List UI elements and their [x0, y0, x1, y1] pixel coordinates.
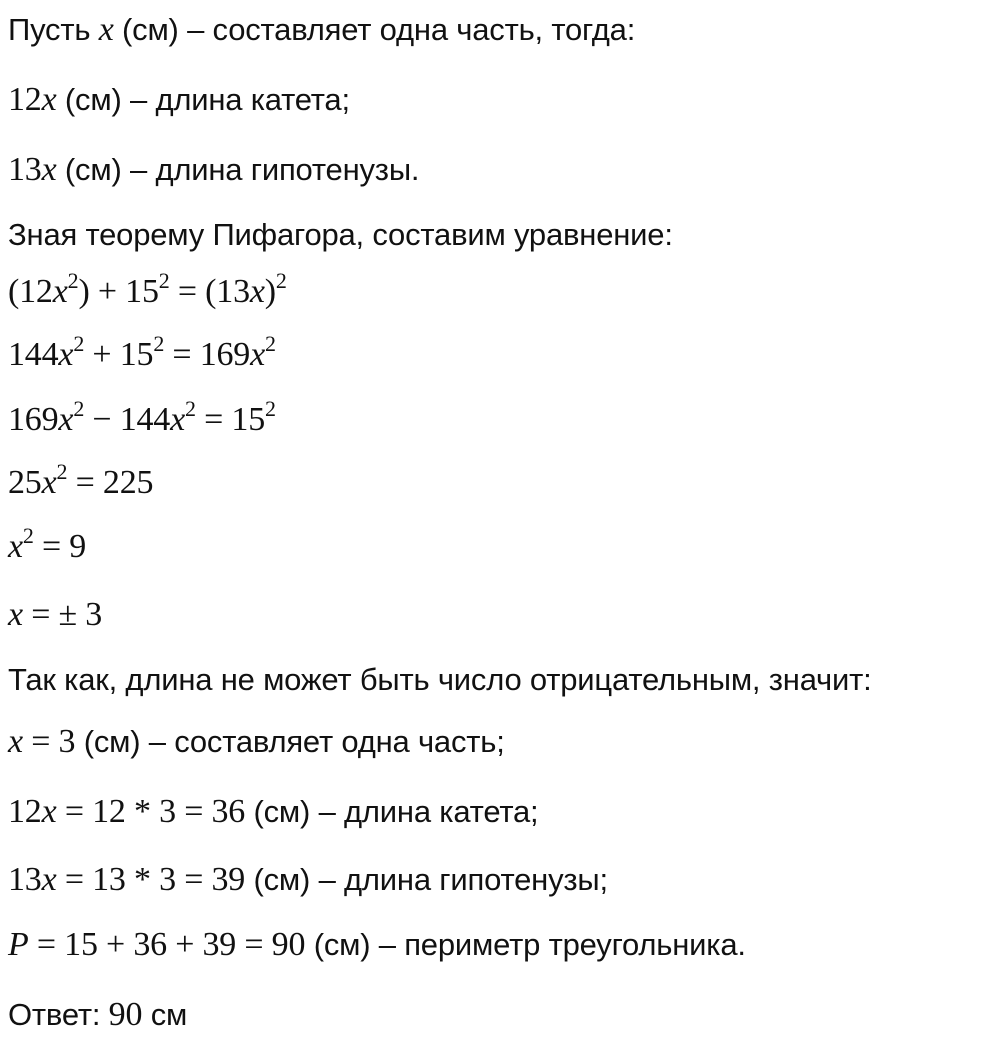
math: = 12 * 3 = 36 — [56, 793, 246, 830]
equation-3 — [8, 396, 276, 440]
exponent: 2 — [67, 268, 79, 293]
math: 25 — [8, 464, 42, 501]
line-14 — [8, 860, 608, 900]
variable: x — [98, 11, 114, 48]
equation-2 — [8, 331, 276, 375]
exponent: 2 — [185, 396, 196, 421]
text: см — [142, 997, 188, 1032]
math: − 144 — [84, 401, 171, 438]
number: 12 — [8, 81, 42, 118]
variable: x — [58, 336, 74, 373]
math: ) + 15 — [78, 273, 159, 310]
variable: x — [52, 273, 68, 310]
math: = 169 — [164, 336, 251, 373]
line-11 — [8, 660, 872, 700]
equation-5 — [8, 523, 87, 567]
exponent: 2 — [265, 396, 276, 421]
variable: x — [41, 464, 57, 501]
exponent: 2 — [73, 396, 85, 421]
exponent: 2 — [275, 268, 287, 293]
equation-6 — [8, 595, 102, 635]
exponent: 2 — [56, 459, 68, 484]
math: ) — [264, 273, 276, 310]
math: + 15 — [84, 336, 154, 373]
text: (см) – длина гипотенузы; — [245, 862, 608, 897]
variable: x — [41, 861, 57, 898]
text: (см) – длина катета; — [245, 794, 539, 829]
number: 13 — [8, 151, 42, 188]
math: = 15 + 36 + 39 = 90 — [28, 926, 306, 963]
math: 169 — [8, 401, 59, 438]
math: = 3 — [22, 723, 76, 760]
exponent: 2 — [153, 331, 165, 356]
math: 90 — [108, 996, 143, 1033]
math: (12 — [8, 273, 53, 310]
variable: x — [8, 528, 23, 565]
variable: x — [41, 793, 57, 830]
text: (см) – составляет одна часть; — [75, 724, 505, 759]
line-12 — [8, 722, 505, 762]
math: = (13 — [169, 273, 250, 310]
equation-1 — [8, 268, 287, 312]
math: = 9 — [33, 528, 87, 565]
variable: P — [8, 926, 29, 963]
line-13 — [8, 792, 538, 832]
text: Зная теорему Пифагора, составим уравнение: — [8, 217, 673, 252]
math: = 15 — [195, 401, 266, 438]
variable: x — [58, 401, 74, 438]
text: Ответ: — [8, 997, 109, 1032]
variable: x — [170, 401, 186, 438]
exponent: 2 — [158, 268, 170, 293]
variable: x — [250, 336, 266, 373]
math: = 13 * 3 = 39 — [56, 861, 246, 898]
math: 13 — [8, 861, 42, 898]
exponent: 2 — [22, 523, 34, 548]
exponent: 2 — [265, 331, 276, 356]
variable: x — [8, 596, 23, 633]
math: = 225 — [67, 464, 154, 501]
variable: x — [41, 151, 57, 188]
text: (см) – периметр треугольника. — [305, 927, 746, 962]
answer-line — [8, 995, 187, 1035]
line-15 — [8, 925, 746, 965]
line-2 — [8, 80, 350, 120]
line-3 — [8, 150, 419, 190]
text: (см) – составляет одна часть, тогда: — [113, 12, 636, 47]
exponent: 2 — [73, 331, 85, 356]
text: Пусть — [8, 12, 99, 47]
math: = ± 3 — [22, 596, 103, 633]
line-1 — [8, 10, 635, 50]
math: 12 — [8, 793, 42, 830]
text: (см) – длина гипотенузы. — [56, 152, 420, 187]
line-4 — [8, 215, 673, 255]
variable: x — [41, 81, 57, 118]
equation-4 — [8, 459, 154, 503]
text: Так как, длина не может быть число отрицательным, значит: — [8, 662, 872, 697]
variable: x — [249, 273, 265, 310]
math: 144 — [8, 336, 59, 373]
text: (см) – длина катета; — [56, 82, 350, 117]
variable: x — [8, 723, 23, 760]
